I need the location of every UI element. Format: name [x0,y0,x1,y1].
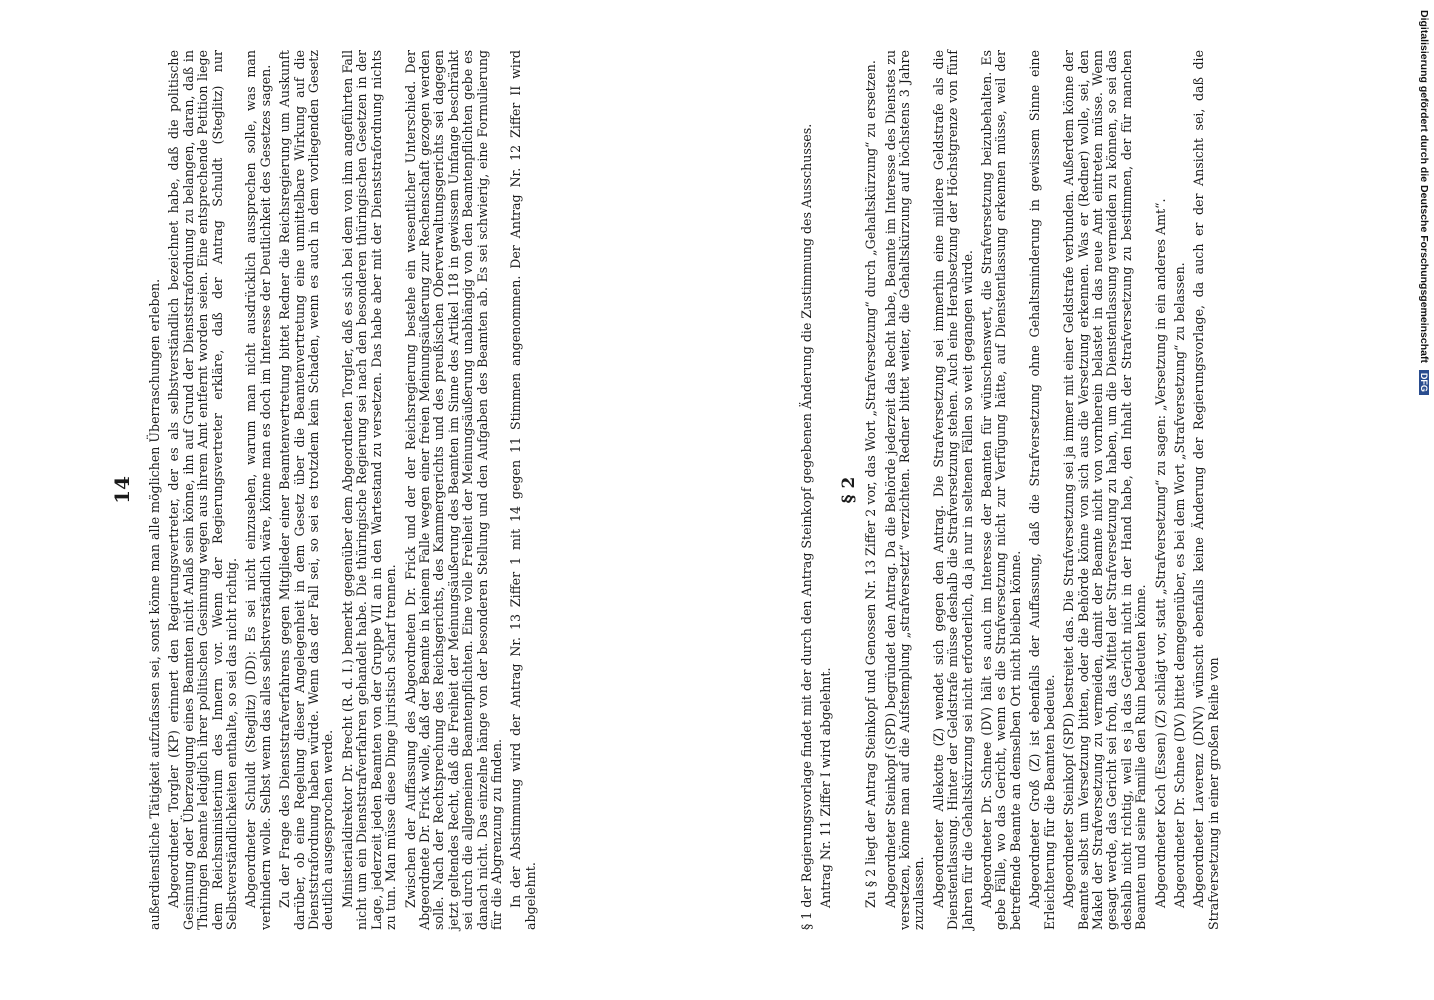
paragraph: § 1 der Regierungsvorlage findet mit der durch den Antrag Steinkopf gegebenen Änderung die Zustimmung des Ausschusses. [799,123,814,930]
paragraph: Zu § 2 liegt der Antrag Steinkopf und Genossen Nr. 13 Ziffer 2 vor, das Wort „Strafversetzung“ durch „Gehaltskürzung“ zu ersetzen. [863,60,879,908]
paragraph: Zwischen der Auffassung des Abgeordneten Dr. Frick und der der Reichsregierung bestehe ein wesentlicher Unterschied. Der Abgeordnete Dr. Frick wolle, daß der Beamte in keinem Falle wegen einer freien Meinungsäußerung zur Rechenschaft gezogen werden solle. Nach der Rechtsprechung des Reichsgerichts, des Kammergerichts und des preußischen Oberverwaltungsgerichts sei dagegen jetzt geltendes Recht, daß die Freiheit der Meinungsäußerung des Beamten im Sinne des Artikel 118 in gewissem Umfange beschränkt sei durch die allgemeinen Beamtenpflichten. Eine volle Freiheit der Meinungsäußerung unabhängig von den Beamtenpflichten gebe es danach nicht. Das einzelne hänge von der besonderen Stellung und den Aufgaben des Beamten ab. Es sei schwierig, eine Formulierung für die Abgrenzung zu finden. [402,50,504,930]
paragraph: Zu der Frage des Dienststrafverfahrens gegen Mitglieder einer Beamtenvertretung bittet Redner die Reichsregierung um Auskunft darüber, ob eine Regelung dieser Angelegenheit in dem Gesetz über die Beamtenvertretung eine unmittelbare Wirkung auf die Dienststrafordnung haben würde. Wenn das der Fall sei, so sei es trotzdem kein Schaden, wenn es auch in dem vorliegenden Gesetz deutlich ausgesprochen werde. [277,50,336,930]
paragraph: Abgeordneter Torgler (KP) erinnert den Regierungsvertreter, der es als selbstverständlich bezeichnet habe, daß die politische Gesinnung oder Überzeugung eines Beamten nicht Anlaß sein könne, ihn auf Grund der Dienststrafordnung zu belangen, daran, daß in Thüringen Beamte lediglich ihrer politischen Gesinnung wegen aus ihrem Amt entfernt worden seien. Eine entsprechende Petition liege dem Reichsministerium des Innern vor. Wenn der Regierungsvertreter erkläre, daß der Antrag Schuldt (Steglitz) nur Selbstverständlichkeiten enthalte, so sei das nicht richtig. [166,50,240,930]
paragraph: Abgeordneter Schuldt (Steglitz) (DD): Es sei nicht einzusehen, warum man nicht ausdrücklich aussprechen solle, was man verhindern wolle. Selbst wenn das alles selbstverständlich wäre, könne man es doch im Interesse der Deutlichkeit des Gesetzes sagen. [243,50,273,930]
dfg-logo: DFG [1419,370,1429,395]
paragraph: Antrag Nr. 11 Ziffer I wird abgelehnt. [818,667,834,908]
paragraph: Abgeordneter Steinkopf (SPD) bestreitet das. Die Strafversetzung sei ja immer mit einer Geldstrafe verbunden. Außerdem könne der Beamte selbst um Versetzung bitten, oder die Behörde könne von sich aus die Versetzung erkennen. Was er (Redner) wolle, sei, den Makel der Strafversetzung zu vermeiden, damit der Beamte nicht von vornherein belastet in das neue Amt eintreten müsse. Wenn gesagt werde, das Gericht sei froh, das Mittel der Strafversetzung zu haben, um die Dienstentlassung vermeiden zu können, so sei das deshalb nicht richtig, weil es ja das Gericht nicht in der Hand habe, den Inhalt der Strafversetzung zu bestimmen, der für manchen Beamten und seine Familie den Ruin bedeuten könne. [1061,50,1149,930]
page-number: 14 [110,476,134,504]
paragraph: Abgeordneter Dr. Schnee (DV) hält es auch im Interesse der Beamten für wünschenswert, die Strafversetzung beizubehalten. Es gebe Fälle, wo das Gericht, wenn es die Strafversetzung nicht zur Verfügung hätte, auf Dienstentlassung erkennen müsse, weil der betreffende Beamte an demselben Ort nicht bleiben könne. [979,50,1023,930]
section-heading: § 2 [838,476,859,504]
paragraph: Abgeordneter Koch (Essen) (Z) schlägt vor, statt „Strafversetzung“ zu sagen: „Versetzung in ein anderes Amt“. [1152,198,1168,908]
paragraph: Abgeordneter Laverenz (DNV) wünscht ebenfalls keine Änderung der Regierungsvorlage, da auch er der Ansicht sei, daß die Strafversetzung in einer großen Reihe von [1191,50,1221,930]
digitization-credit [1414,10,1430,990]
paragraph: Abgeordneter Dr. Schnee (DV) bittet demgegenüber, es bei dem Wort „Strafversetzung“ zu belassen. [1171,262,1187,908]
credit-text: Digitalisierung gefördert durch die Deutsche Forschungsgemeinschaft [1418,10,1430,363]
paragraph: Abgeordneter Steinkopf (SPD) begründet den Antrag. Da die Behörde jederzeit das Recht habe, Beamte im Interesse des Dienstes zu versetzen, könne man auf die Aufstemplung „strafversetzt“ verzichten. Redner bittet weiter, die Gehaltskürzung auf höchstens 3 Jahre zuzulassen. [882,50,927,930]
paragraph: Abgeordneter Allekotte (Z) wendet sich gegen den Antrag. Die Strafversetzung sei immerhin eine mildere Geldstrafe als die Dienstentlassung. Hinter der Geldstrafe müsse deshalb die Strafversetzung stehen. Auch eine Herabsetzung der Höchstgrenze von fünf Jahren für die Gehaltskürzung sei nicht erforderlich, da ja nur in seltenen Fällen so weit gegangen würde. [930,50,975,930]
left-column [148,50,808,930]
paragraph: Ministerialdirektor Dr. Brecht (R. d. I.) bemerkt gegenüber dem Abgeordneten Torgler, daß es sich bei dem von ihm angeführten Fall nicht um ein Dienststrafverfahren gehandelt habe. Die thüringische Regierung sei nach den besonderen thüringischen Gesetzen in der Lage, jederzeit jeden Beamten von der Gruppe VII an in den Wartestand zu versetzen. Das habe aber mit der Dienststrafordnung nichts zu tun. Man müsse diese Dinge juristisch scharf trennen. [339,50,399,930]
document-page [110,50,1410,930]
paragraph: Abgeordneter Groß (Z) ist ebenfalls der Auffassung, daß die Strafversetzung ohne Gehaltsminderung in gewissem Sinne eine Erleichterung für die Beamten bedeute. [1027,50,1057,930]
right-column [800,50,1420,930]
paragraph: In der Abstimmung wird der Antrag Nr. 13 Ziffer 1 mit 14 gegen 11 Stimmen angenommen. Der Antrag Nr. 12 Ziffer II wird abgelehnt. [508,50,538,930]
paragraph: außerdienstliche Tätigkeit aufzufassen sei, sonst könne man alle möglichen Überraschungen erleben. [147,278,162,930]
